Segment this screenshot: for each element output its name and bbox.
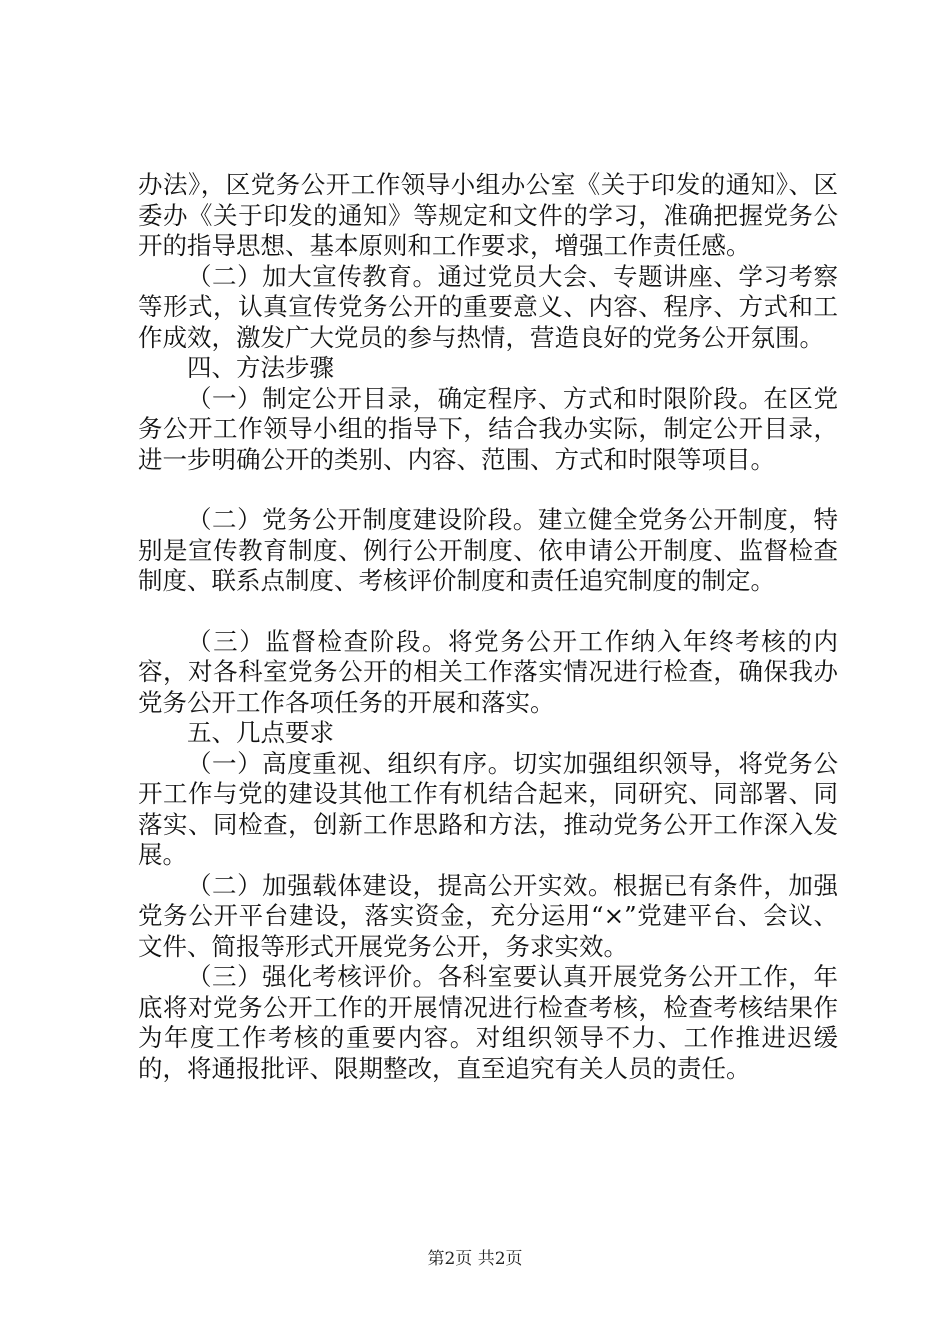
paragraph-step-one: （一）制定公开目录，确定程序、方式和时限阶段。在区党务公开工作领导小组的指导下，结合我办实际，制定公开目录，进一步明确公开的类别、内容、范围、方式和时限等项目。 [138,383,838,474]
section-heading-requirements: 五、几点要求 [187,718,334,747]
paragraph-requirement-two: （二）加强载体建设，提高公开实效。根据已有条件，加强党务公开平台建设，落实资金，充分运用“×”党建平台、会议、文件、简报等形式开展党务公开，务求实效。 [138,870,838,961]
paragraph-continuation: 办法》，区党务公开工作领导小组办公室《关于印发的通知》、区委办《关于印发的通知》等规定和文件的学习，准确把握党务公开的指导思想、基本原则和工作要求，增强工作责任感。 [138,170,838,260]
page-number-footer: 第2页 共2页 [427,1249,523,1269]
section-heading-methods: 四、方法步骤 [187,353,334,382]
paragraph-requirement-three: （三）强化考核评价。各科室要认真开展党务公开工作，年底将对党务公开工作的开展情况进行检查考核，检查考核结果作为年度工作考核的重要内容。对组织领导不力、工作推进迟缓的，将通报批评、限期整改，直至追究有关人员的责任。 [138,962,838,1083]
document-body [138,170,838,1084]
paragraph-requirement-one: （一）高度重视、组织有序。切实加强组织领导，将党务公开工作与党的建设其他工作有机结合起来，同研究、同部署、同落实、同检查，创新工作思路和方法，推动党务公开工作深入发展。 [138,748,838,869]
paragraph-step-two: （二）党务公开制度建设阶段。建立健全党务公开制度，特别是宣传教育制度、例行公开制度、依申请公开制度、监督检查制度、联系点制度、考核评价制度和责任追究制度的制定。 [138,505,838,595]
paragraph-publicity-education: （二）加大宣传教育。通过党员大会、专题讲座、学习考察等形式，认真宣传党务公开的重要意义、内容、程序、方式和工作成效，激发广大党员的参与热情，营造良好的党务公开氛围。 [138,261,838,352]
paragraph-step-three: （三）监督检查阶段。将党务公开工作纳入年终考核的内容，对各科室党务公开的相关工作落实情况进行检查，确保我办党务公开工作各项任务的开展和落实。 [138,626,838,717]
